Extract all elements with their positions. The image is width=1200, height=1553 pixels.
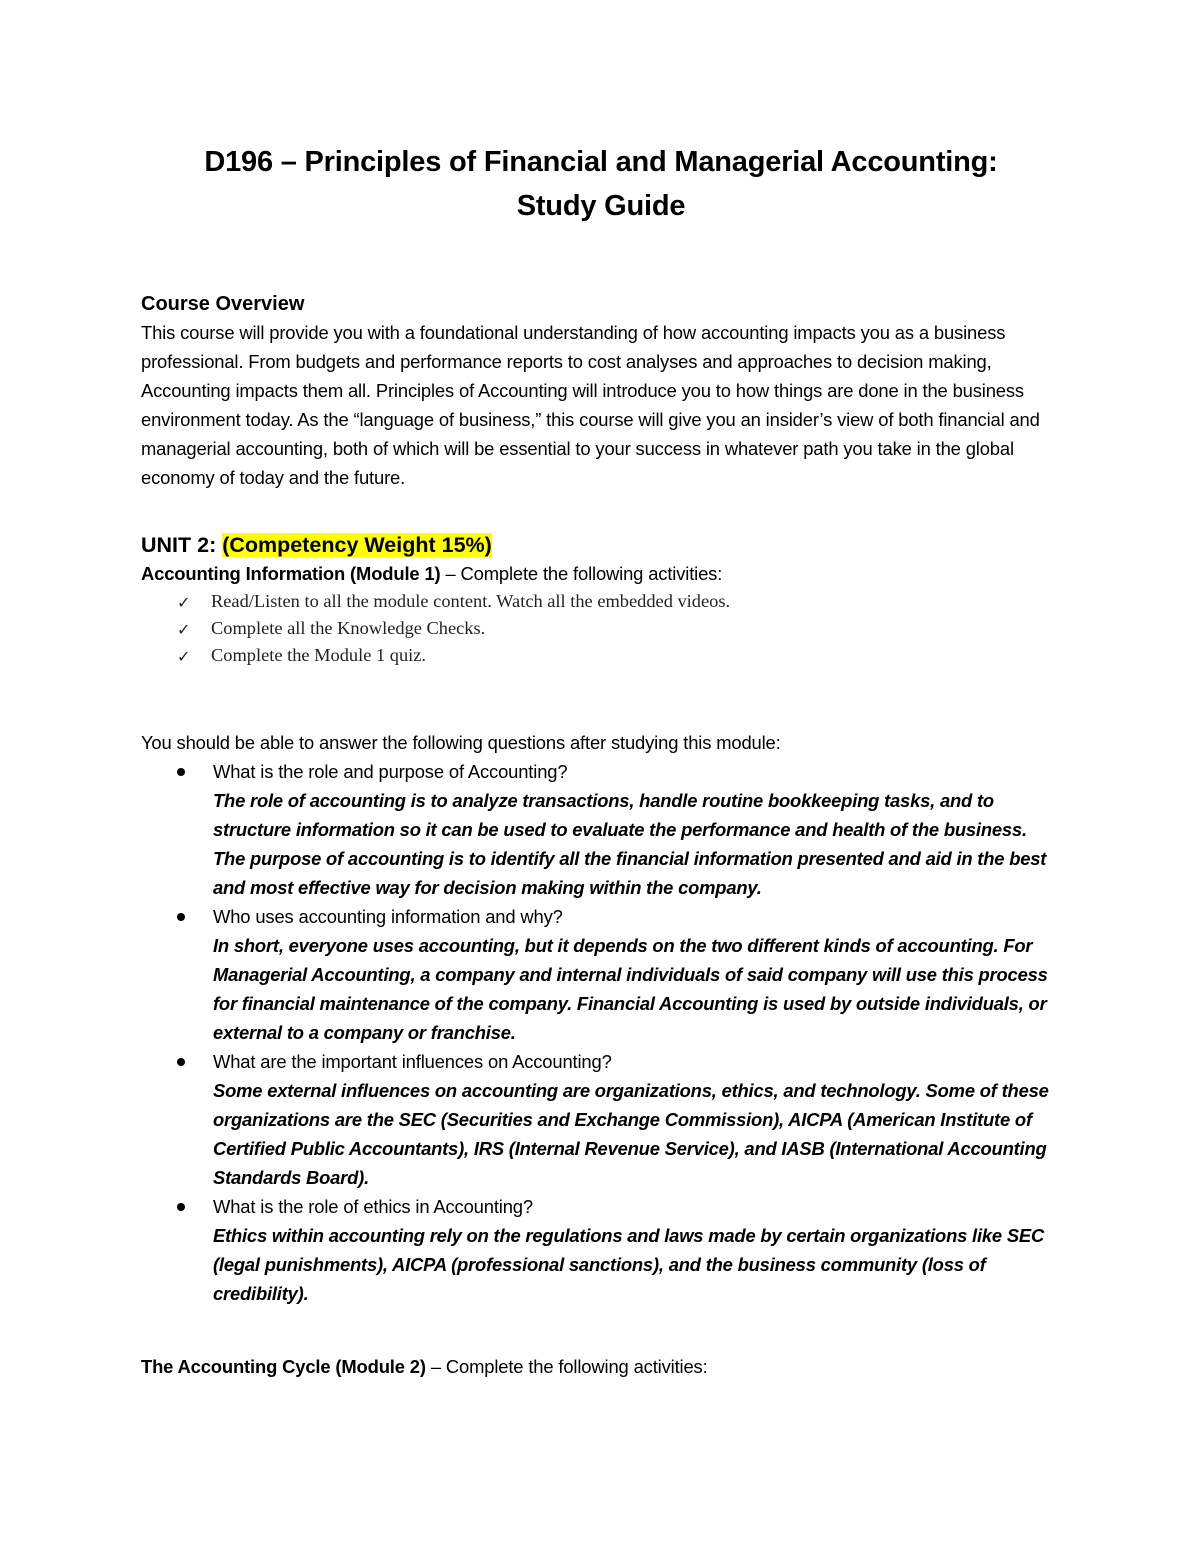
bullet-icon — [177, 913, 185, 921]
module-1-question-list — [141, 757, 1061, 1308]
module-2-title: The Accounting Cycle (Module 2) — [141, 1356, 426, 1377]
question-text: What is the role and purpose of Accounting? — [213, 761, 568, 782]
list-item — [177, 1047, 1061, 1192]
document-content — [141, 140, 1061, 1381]
bullet-icon — [177, 768, 185, 776]
course-overview-body: This course will provide you with a foundational understanding of how accounting impacts you as a business professional. From budgets and performance reports to cost analyses and approaches to decision making, Accounting impacts them all. Principles of Accounting will introduce you to how things are done in the business environment today. As the “language of business,” this course will give you an insider’s view of both financial and managerial accounting, both of which will be essential to your success in whatever path you take in the global economy of today and the future. — [141, 322, 1040, 488]
module-1-line — [141, 560, 1061, 588]
list-item — [177, 588, 1061, 615]
document-title — [141, 140, 1061, 228]
module-1-instruction: – Complete the following activities: — [440, 563, 723, 584]
list-item — [177, 902, 1061, 1047]
check-mark-icon: ✓ — [177, 593, 191, 612]
bullet-icon — [177, 1203, 185, 1211]
course-overview-heading: Course Overview — [141, 293, 305, 315]
list-item — [177, 615, 1061, 642]
question-text: Who uses accounting information and why? — [213, 906, 563, 927]
activity-text: Complete the Module 1 quiz. — [211, 645, 427, 665]
activity-text: Complete all the Knowledge Checks. — [211, 618, 486, 638]
answer-text: The role of accounting is to analyze transactions, handle routine bookkeeping tasks, and to structure information so it can be used to evaluate the performance and health of the business. The purpose of accounting is to identify all the financial information presented and aid in the best and most effective way for decision making within the company. — [213, 790, 1047, 898]
answer-text: Ethics within accounting rely on the regulations and laws made by certain organizations like SEC (legal punishments), AICPA (professional sanctions), and the business community (loss of credibility). — [213, 1225, 1045, 1304]
unit-2-heading — [141, 530, 1061, 560]
questions-intro: You should be able to answer the following questions after studying this module: — [141, 732, 781, 753]
list-item — [177, 757, 1061, 902]
module-2-instruction: – Complete the following activities: — [425, 1356, 708, 1377]
list-item — [177, 1192, 1061, 1308]
module-1-title: Accounting Information (Module 1) — [141, 563, 441, 584]
question-text: What are the important influences on Accounting? — [213, 1051, 612, 1072]
check-mark-icon: ✓ — [177, 620, 191, 639]
module-2-line — [141, 1352, 1061, 1381]
answer-text: Some external influences on accounting are organizations, ethics, and technology. Some of these organizations are the SEC (Securities and Exchange Commission), AICPA (American Institute of Certified Public Accountants), IRS (Internal Revenue Service), and IASB (International Accounting Standards Board). — [213, 1080, 1049, 1188]
document-title-line-2: Study Guide — [516, 190, 686, 222]
question-text: What is the role of ethics in Accounting? — [213, 1196, 533, 1217]
check-mark-icon: ✓ — [177, 647, 191, 666]
document-title-line-1: D196 – Principles of Financial and Managerial Accounting: — [204, 146, 998, 178]
list-item — [177, 642, 1061, 669]
unit-2-label: UNIT 2: — [141, 533, 223, 557]
activity-text: Read/Listen to all the module content. Watch all the embedded videos. — [211, 591, 731, 611]
module-1-activity-list — [141, 588, 1061, 669]
competency-weight-highlight: (Competency Weight 15%) — [222, 533, 492, 557]
bullet-icon — [177, 1058, 185, 1066]
answer-text: In short, everyone uses accounting, but it depends on the two different kinds of accounting. For Managerial Accounting, a company and internal individuals of said company will use this process for financial maintenance of the company. Financial Accounting is used by outside individuals, or external to a company or franchise. — [213, 935, 1048, 1043]
